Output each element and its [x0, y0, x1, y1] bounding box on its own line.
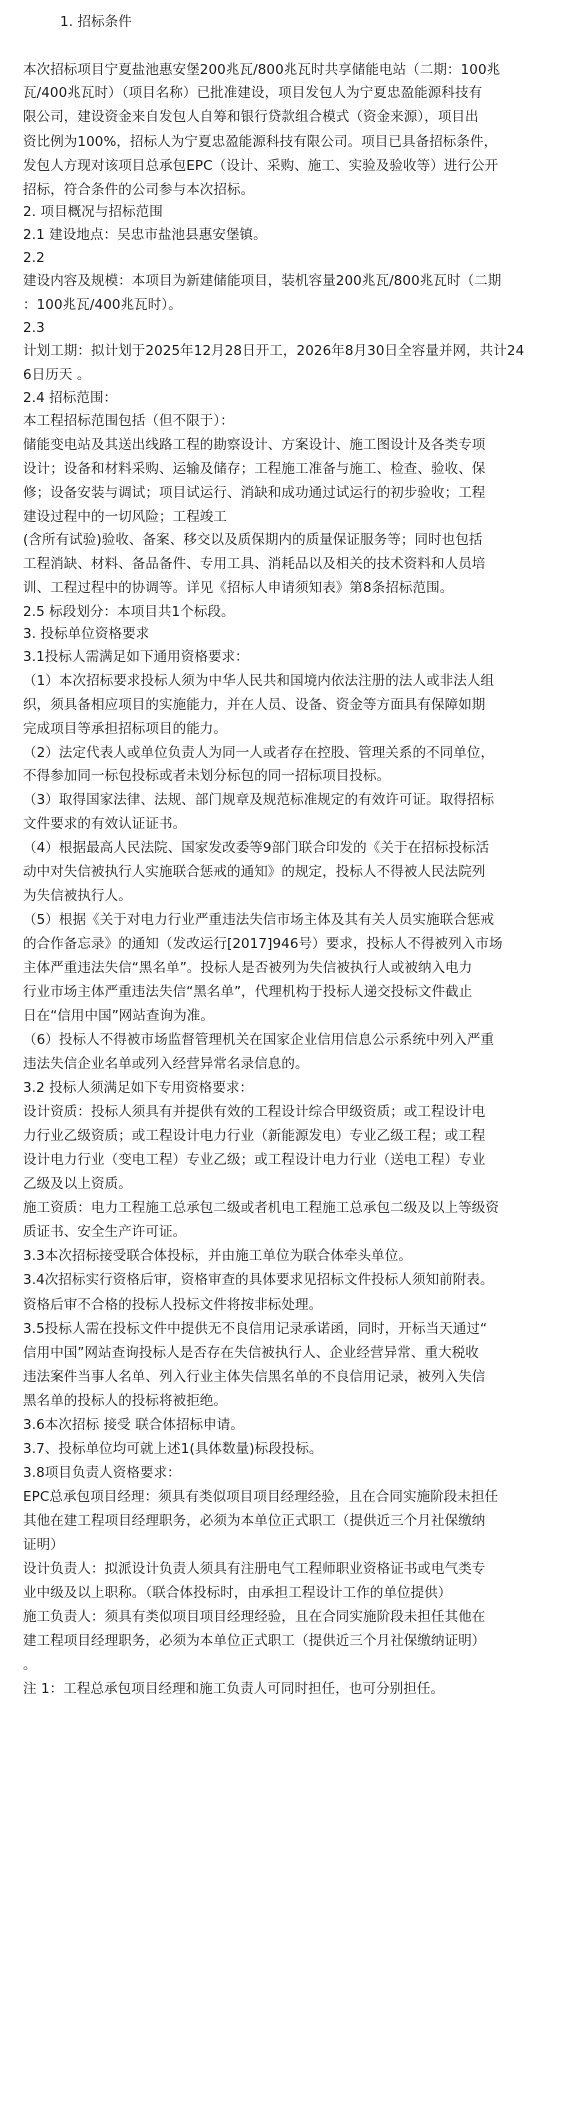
document-line: 主体严重违法失信“黑名单”。投标人是否被列为失信被执行人或被纳入电力	[23, 960, 473, 976]
document-line: (含所有试验)验收、备案、移交以及质保期内的质量保证服务等；同时也包括	[23, 532, 483, 548]
document-line: 储能变电站及其送出线路工程的勘察设计、方案设计、施工图设计及各类专项	[23, 437, 486, 453]
document-line: 资比例为100%，招标人为宁夏忠盈能源科技有限公司。项目已具备招标条件，	[23, 134, 498, 150]
document-line: 。	[23, 1657, 37, 1673]
document-line: 织，须具备相应项目的实施能力，并在人员、设备、资金等方面具有保障如期	[23, 697, 486, 713]
document-line: 建设内容及规模：本项目为新建储能项目，装机容量200兆瓦/800兆瓦时（二期	[23, 273, 502, 289]
document-line: 业中级及以上职称。（联合体投标时，由承担工程设计工作的单位提供）	[23, 1585, 452, 1601]
document-line: 瓦/400兆瓦时）（项目名称）已批准建设，项目发包人为宁夏忠盈能源科技有	[23, 85, 483, 101]
document-line: 限公司，建设资金来自发包人自筹和银行贷款组合模式（资金来源），项目出	[23, 109, 479, 125]
document-line: 发包人方现对该项目总承包EPC（设计、采购、施工、实验及验收等）进行公开	[23, 158, 499, 174]
document-line: 信用中国”网站查询投标人是否存在失信被执行人、企业经营异常、重大税收	[23, 1345, 479, 1361]
document-line: 质证书、安全生产许可证。	[23, 1224, 187, 1240]
document-line: 2. 项目概况与招标范围	[23, 204, 163, 220]
document-line: 违法案件当事人名单、列入行业主体失信黑名单的不良信用记录，被列入失信	[23, 1369, 486, 1385]
document-line: 3.4次招标实行资格后审，资格审查的具体要求见招标文件投标人须知前附表。	[23, 1272, 494, 1288]
document-line: 施工资质：电力工程施工总承包二级或者机电工程施工总承包二级及以上等级资	[23, 1200, 499, 1216]
document-line: 2.3	[23, 320, 45, 336]
document-line: 文件要求的有效认证证书。	[23, 816, 187, 832]
section-heading: 1. 招标条件	[60, 14, 132, 30]
document-line: 日在“信用中国”网站查询为准。	[23, 1008, 214, 1024]
document-line: 不得参加同一标包投标或者未划分标包的同一招标项目投标。	[23, 768, 391, 784]
document-line: 注 1：工程总承包项目经理和施工负责人可同时担任，也可分别担任。	[23, 1681, 445, 1697]
document-line: 3.7、投标单位均可就上述1(具体数量)标段投标。	[23, 1441, 323, 1457]
document-line: 证明）	[23, 1537, 64, 1553]
document-line: 2.5 标段划分：本项目共1个标段。	[23, 604, 235, 620]
document-line: 3.5投标人需在投标文件中提供无不良信用记录承诺函，同时，开标当天通过“	[23, 1321, 488, 1337]
document-line: 3. 投标单位资格要求	[23, 626, 150, 642]
document-line: 3.3本次招标接受联合体投标，并由施工单位为联合体牵头单位。	[23, 1248, 412, 1264]
document-line: 3.2 投标人须满足如下专用资格要求：	[23, 1080, 254, 1096]
document-line: ：100兆瓦/400兆瓦时）。	[23, 297, 182, 313]
document-line: 黑名单的投标人的投标将被拒绝。	[23, 1393, 227, 1409]
document-line: 力行业乙级资质；或工程设计电力行业（新能源发电）专业乙级工程；或工程	[23, 1128, 486, 1144]
document-line: 2.2	[23, 250, 45, 266]
document-line: 资格后审不合格的投标人投标文件将按非标处理。	[23, 1297, 323, 1313]
document-line: 2.1 建设地点：吴忠市盐池县惠安堡镇。	[23, 227, 267, 243]
document-line: 设计资质：投标人须具有并提供有效的工程设计综合甲级资质；或工程设计电	[23, 1104, 486, 1120]
document-line: EPC总承包项目经理：须具有类似项目项目经理经验，且在合同实施阶段未担任	[23, 1489, 499, 1505]
document-line: 2.4 招标范围：	[23, 390, 118, 406]
document-line: 建工程项目经理职务，必须为本单位正式职工（提供近三个月社保缴纳证明）	[23, 1633, 486, 1649]
document-line: 6日历天 。	[23, 367, 91, 383]
document-line: （5）根据《关于对电力行业严重违法失信市场主体及其有关人员实施联合惩戒	[23, 912, 495, 928]
document-line: （6）投标人不得被市场监督管理机关在国家企业信用信息公示系统中列入严重	[23, 1032, 495, 1048]
document-line: 本次招标项目宁夏盐池惠安堡200兆瓦/800兆瓦时共享储能电站（二期：100兆	[23, 62, 501, 78]
document-line: 设计；设备和材料采购、运输及储存；工程施工准备与施工、检查、验收、保	[23, 461, 486, 477]
document-line: 计划工期：拟计划于2025年12月28日开工，2026年8月30日全容量并网，共计24	[23, 343, 525, 359]
document-line: （2）法定代表人或单位负责人为同一人或者存在控股、管理关系的不同单位，	[23, 745, 495, 761]
document-line: 施工负责人：须具有类似项目项目经理经验，且在合同实施阶段未担任其他在	[23, 1609, 486, 1625]
document-line: 招标，符合条件的公司参与本次招标。	[23, 182, 255, 198]
document-line: 乙级及以上资质。	[23, 1176, 132, 1192]
document-line: 完成项目等承担招标项目的能力。	[23, 721, 227, 737]
document-line: 动中对失信被执行人实施联合惩戒的通知》的规定，投标人不得被人民法院列	[23, 864, 486, 880]
document-line: 设计负责人：拟派设计负责人须具有注册电气工程师职业资格证书或电气类专	[23, 1561, 486, 1577]
document-line: 设计电力行业（变电工程）专业乙级；或工程设计电力行业（送电工程）专业	[23, 1152, 486, 1168]
document-line: 为失信被执行人。	[23, 888, 132, 904]
document-line: 建设过程中的一切风险；工程竣工	[23, 509, 227, 525]
document-line: 违法失信企业名单或列入经营异常名录信息的。	[23, 1056, 309, 1072]
document-line: 修；设备安装与调试；项目试运行、消缺和成功通过试运行的初步验收；工程	[23, 485, 486, 501]
document-line: 工程消缺、材料、备品备件、专用工具、消耗品以及相关的技术资料和人员培	[23, 556, 486, 572]
document-line: （3）取得国家法律、法规、部门规章及规范标准规定的有效许可证。取得招标	[23, 792, 495, 808]
document-line: 本工程招标范围包括（但不限于）：	[23, 413, 234, 429]
document-line: 的合作备忘录》的通知（发改运行[2017]946号）要求，投标人不得被列入市场	[23, 936, 503, 952]
document-line: （4）根据最高人民法院、国家发改委等9部门联合印发的《关于在招标投标活	[23, 840, 490, 856]
document-line: 训、工程过程中的协调等。详见《招标人申请须知表》第8条招标范围。	[23, 580, 454, 596]
document-line: 3.1投标人需满足如下通用资格要求：	[23, 649, 249, 665]
document-line: 行业市场主体严重违法失信“黑名单”，代理机构于投标人递交投标文件截止	[23, 984, 473, 1000]
document-line: 3.6本次招标 接受 联合体招标申请。	[23, 1417, 244, 1433]
document-line: 3.8项目负责人资格要求：	[23, 1465, 181, 1481]
document-line: 其他在建工程项目经理职务，必须为本单位正式职工（提供近三个月社保缴纳	[23, 1513, 486, 1529]
document-line: （1）本次招标要求投标人须为中华人民共和国境内依法注册的法人或非法人组	[23, 673, 495, 689]
